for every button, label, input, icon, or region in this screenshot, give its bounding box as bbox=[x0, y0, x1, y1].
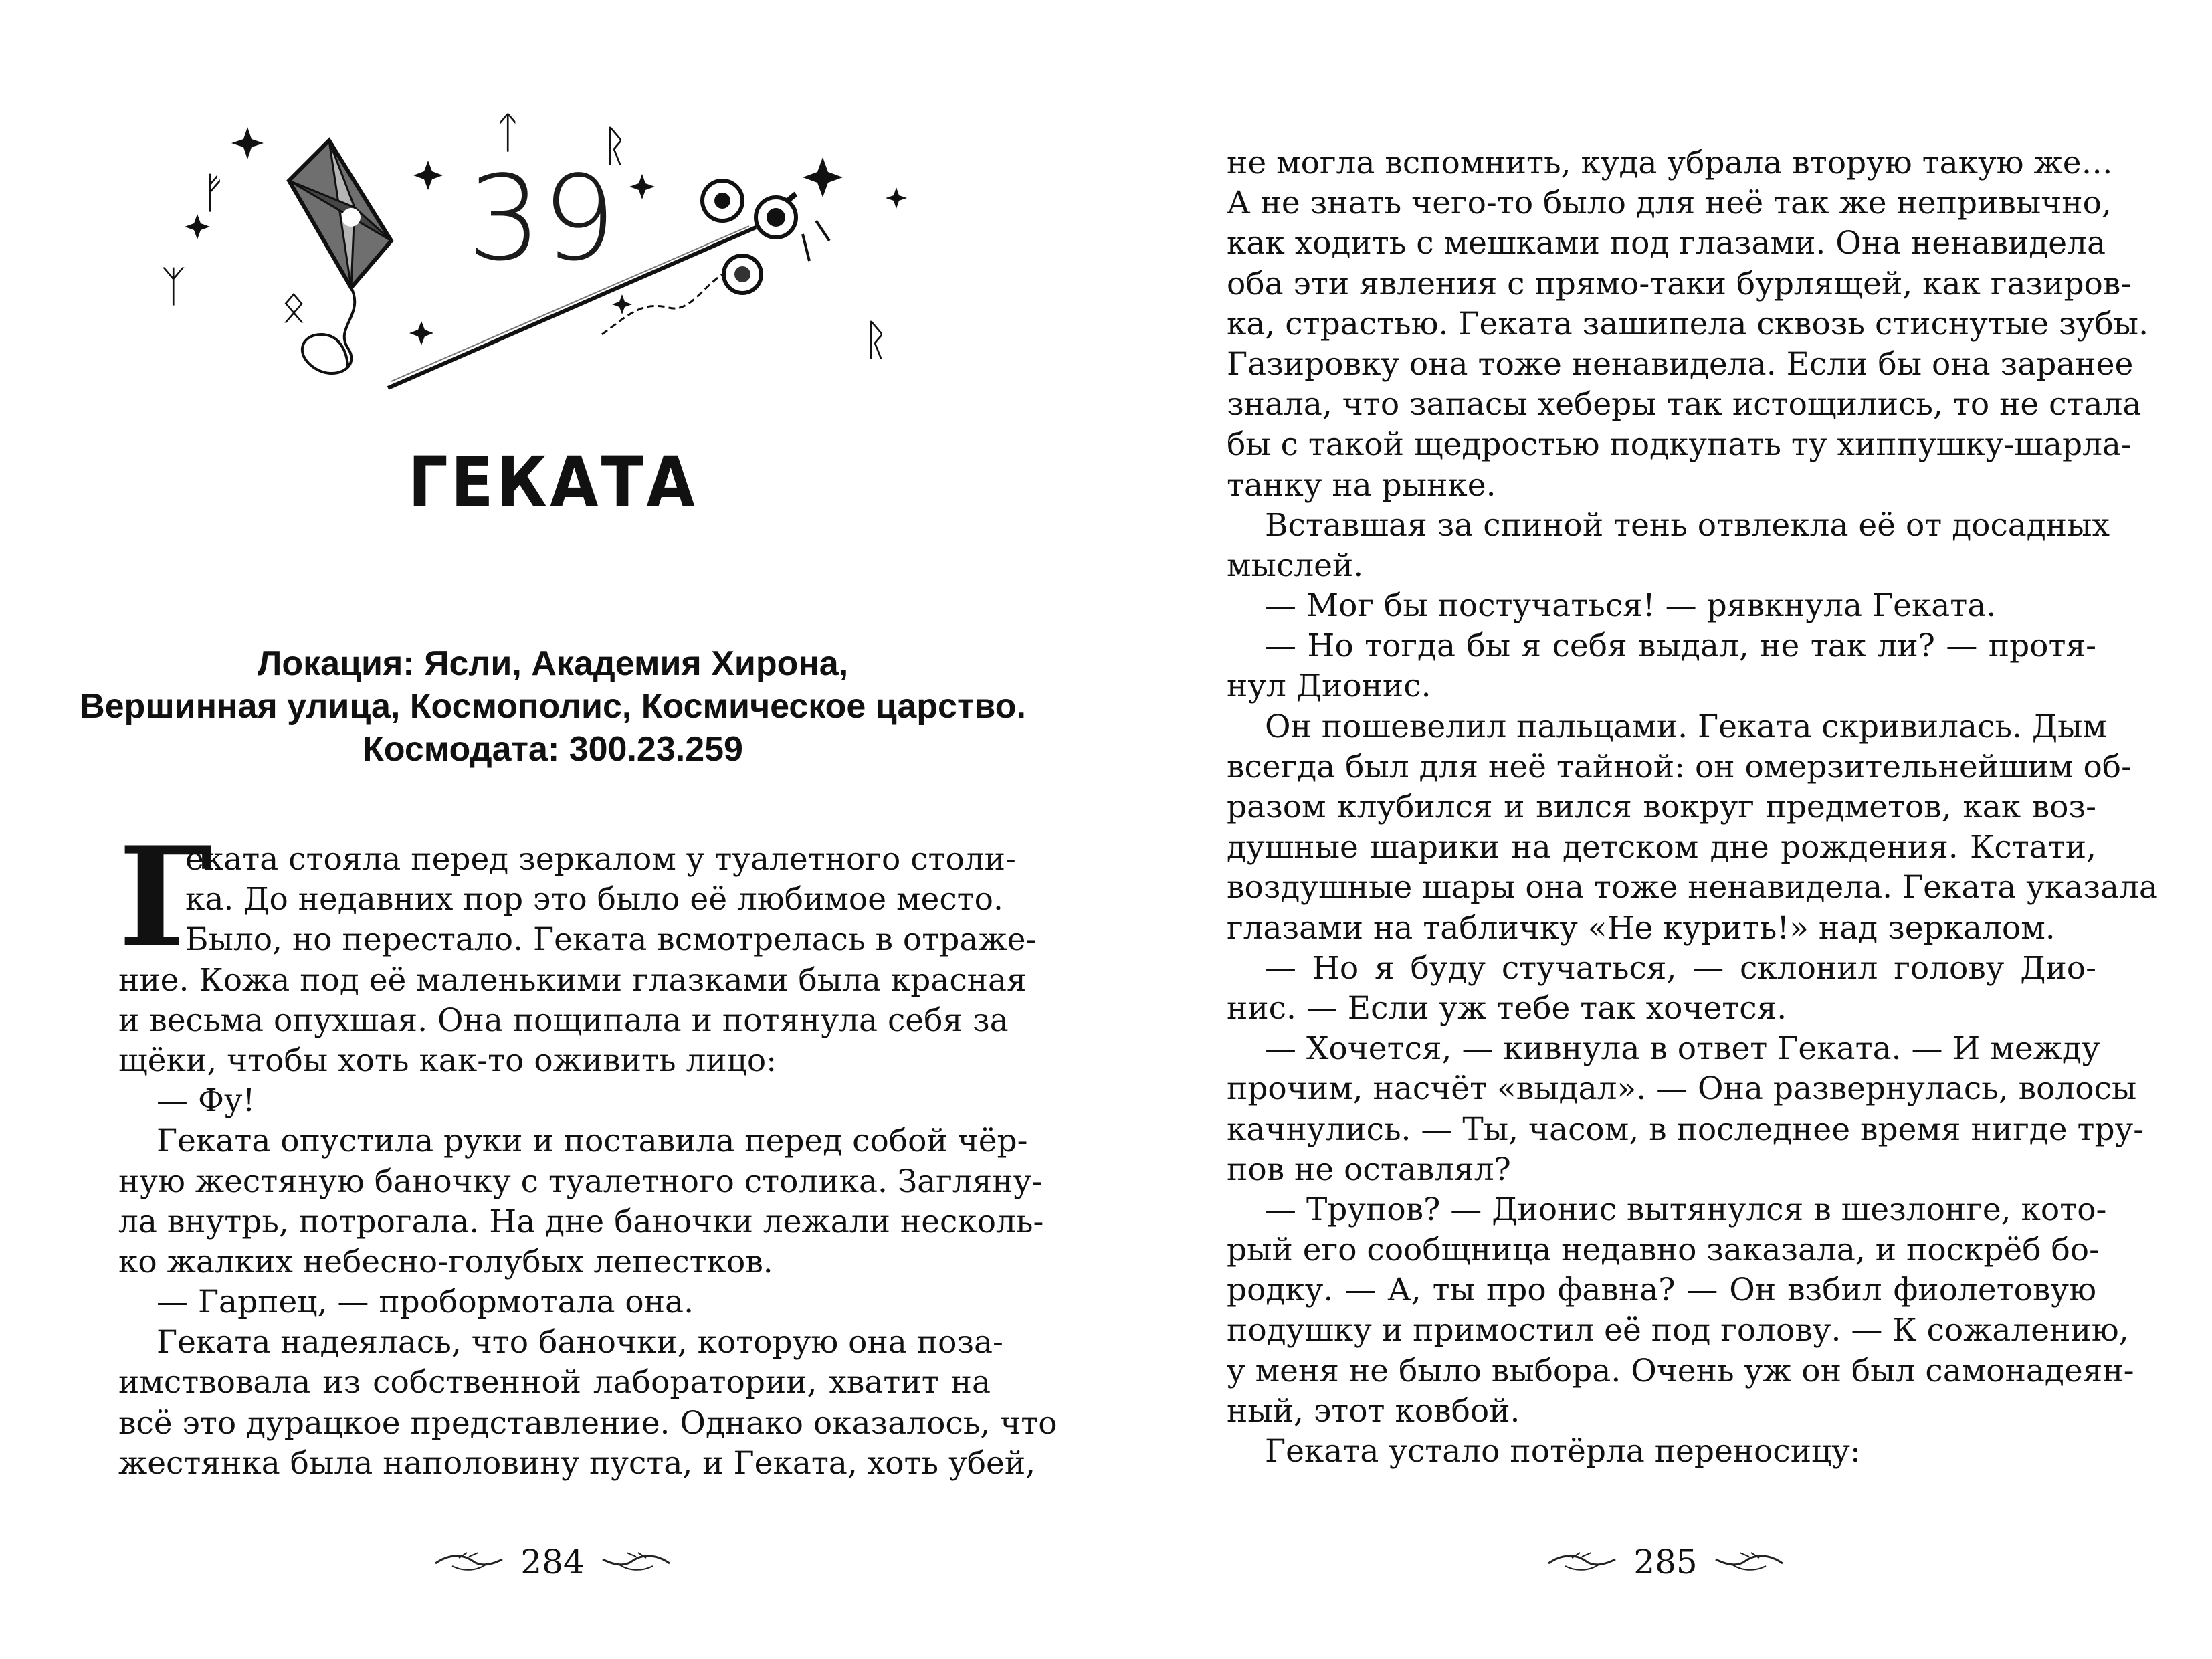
text-line: ную жестяную баночку с туалетного столика. Загляну- bbox=[118, 1163, 1043, 1200]
text-line: качнулись. — Ты, часом, в последнее время нигде тру- bbox=[1227, 1110, 2144, 1148]
chapter-number: 39 bbox=[467, 151, 617, 287]
text-line: ка. До недавних пор это было её любимое место. bbox=[185, 881, 1003, 918]
page-number: 285 bbox=[1633, 1543, 1698, 1581]
text-line: всегда был для неё тайной: он омерзительнейшим об- bbox=[1227, 748, 2132, 785]
text-line: Было, но перестало. Геката всмотрелась в отраже- bbox=[185, 921, 1037, 959]
body-text bbox=[1227, 143, 2158, 1472]
text-line: рый его сообщница недавно заказала, и поскрёб бо- bbox=[1227, 1232, 2100, 1269]
text-line: пов не оставлял? bbox=[1227, 1151, 1511, 1188]
location-block bbox=[0, 642, 1106, 771]
text-line: бы с такой щедростью подкупать ту хиппушку-шарла- bbox=[1227, 426, 2132, 464]
text-line: Геката опустила руки и поставила перед собой чёр- bbox=[157, 1123, 1028, 1160]
text-line: — Мог бы постучаться! — рявкнула Геката. bbox=[1265, 587, 1997, 625]
text-line: ка, страстью. Геката зашипела сквозь стиснутые зубы. bbox=[1227, 305, 2149, 343]
text-line: глазами на табличку «Не курить!» над зеркалом. bbox=[1227, 909, 2055, 947]
text-line: душные шарики на детском дне рождения. Кстати, bbox=[1227, 829, 2096, 866]
text-line: родку. — А, ты про фавна? — Он взбил фиолетовую bbox=[1227, 1272, 2096, 1309]
location-line: Космодата: 300.23.259 bbox=[363, 730, 743, 769]
text-line: — Трупов? — Дионис вытянулся в шезлонге, кото- bbox=[1265, 1191, 2107, 1228]
svg-text:ᚠ: ᚠ bbox=[201, 169, 227, 218]
text-line: как ходить с мешками под глазами. Она ненавидела bbox=[1227, 225, 2106, 262]
text-line: имствовала из собственной лаборатории, хватит на bbox=[118, 1364, 991, 1401]
text-line: Газировку она тоже ненавидела. Если бы она заранее bbox=[1227, 345, 2134, 383]
svg-text:ᛟ: ᛟ bbox=[281, 282, 307, 332]
flourish-right-icon bbox=[599, 1549, 673, 1575]
text-line: ный, этот ковбой. bbox=[1227, 1392, 1520, 1430]
text-line: нис. — Если уж тебе так хочется. bbox=[1227, 989, 1787, 1027]
text-line: еката стояла перед зеркалом у туалетного столи- bbox=[185, 841, 1016, 878]
text-line: Он пошевелил пальцами. Геката скривилась. Дым bbox=[1265, 708, 2108, 745]
text-line: ла внутрь, потрогала. На дне баночки лежали несколь- bbox=[118, 1203, 1044, 1240]
text-line: — Хочется, — кивнула в ответ Геката. — И между bbox=[1265, 1030, 2100, 1068]
text-line: знала, что запасы хеберы так истощились, то не стала bbox=[1227, 386, 2142, 423]
text-line: Геката устало потёрла переносицу: bbox=[1265, 1433, 1861, 1470]
text-line: — Гарпец, — пробормотала она. bbox=[157, 1284, 694, 1321]
text-line: жестянка была наполовину пуста, и Геката, хоть убей, bbox=[118, 1444, 1036, 1482]
text-line: всё это дурацкое представление. Однако оказалось, что bbox=[118, 1404, 1058, 1442]
page-number-footer bbox=[419, 1539, 686, 1585]
text-line: — Но я буду стучаться, — склонил голову Дио- bbox=[1265, 949, 2096, 987]
kite-icon bbox=[289, 140, 391, 373]
text-line: подушку и примостил её под голову. — К сожалению, bbox=[1227, 1312, 2129, 1349]
text-line: воздушные шары она тоже ненавидела. Геката указала bbox=[1227, 869, 2158, 906]
flourish-left-icon bbox=[1545, 1549, 1619, 1575]
svg-text:ᛏ: ᛏ bbox=[495, 108, 521, 158]
text-line: и весьма опухшая. Она пощипала и потянула себя за bbox=[118, 1001, 1009, 1039]
text-line: Вставшая за спиной тень отвлекла её от досадных bbox=[1265, 506, 2110, 544]
chapter-title: ГЕКАТА bbox=[408, 442, 698, 523]
svg-text:ᚱ: ᚱ bbox=[602, 122, 628, 171]
text-line: — Фу! bbox=[157, 1082, 256, 1120]
text-line: ко жалких небесно-голубых лепестков. bbox=[118, 1243, 773, 1280]
flourish-right-icon bbox=[1712, 1549, 1786, 1575]
location-line: Вершинная улица, Космополис, Космическое царство. bbox=[80, 687, 1026, 726]
text-line: оба эти явления с прямо-таки бурлящей, как газиров- bbox=[1227, 265, 2132, 302]
svg-text:ᚱ: ᚱ bbox=[863, 316, 889, 365]
text-line: щёки, чтобы хоть как-то оживить лицо: bbox=[118, 1042, 777, 1079]
text-line: Геката надеялась, что баночки, которую она поза- bbox=[157, 1324, 1003, 1361]
text-line: — Но тогда бы я себя выдал, не так ли? — протя- bbox=[1265, 627, 2096, 665]
text-line: танку на рынке. bbox=[1227, 466, 1496, 504]
text-line: не могла вспомнить, куда убрала вторую такую же… bbox=[1227, 144, 2113, 181]
location-line: Локация: Ясли, Академия Хирона, bbox=[257, 644, 849, 683]
text-line: у меня не было выбора. Очень уж он был самонадеян- bbox=[1227, 1352, 2134, 1389]
text-line: А не знать чего-то было для неё так же непривычно, bbox=[1227, 185, 2112, 222]
text-line: нул Дионис. bbox=[1227, 668, 1431, 705]
text-line: ние. Кожа под её маленькими глазками была красная bbox=[118, 961, 1027, 999]
svg-text:ᛉ: ᛉ bbox=[161, 262, 187, 312]
flourish-left-icon bbox=[432, 1549, 506, 1575]
page-number: 284 bbox=[520, 1543, 585, 1581]
drop-cap: Г bbox=[118, 817, 213, 978]
text-line: разом клубился и вился вокруг предметов, как воз- bbox=[1227, 789, 2096, 825]
text-line: мыслей. bbox=[1227, 547, 1364, 584]
page-number-footer bbox=[1532, 1539, 1799, 1585]
body-text bbox=[118, 817, 1058, 1484]
text-line: прочим, насчёт «выдал». — Она развернулась, волосы bbox=[1227, 1070, 2137, 1108]
right-page bbox=[1106, 0, 2212, 1659]
